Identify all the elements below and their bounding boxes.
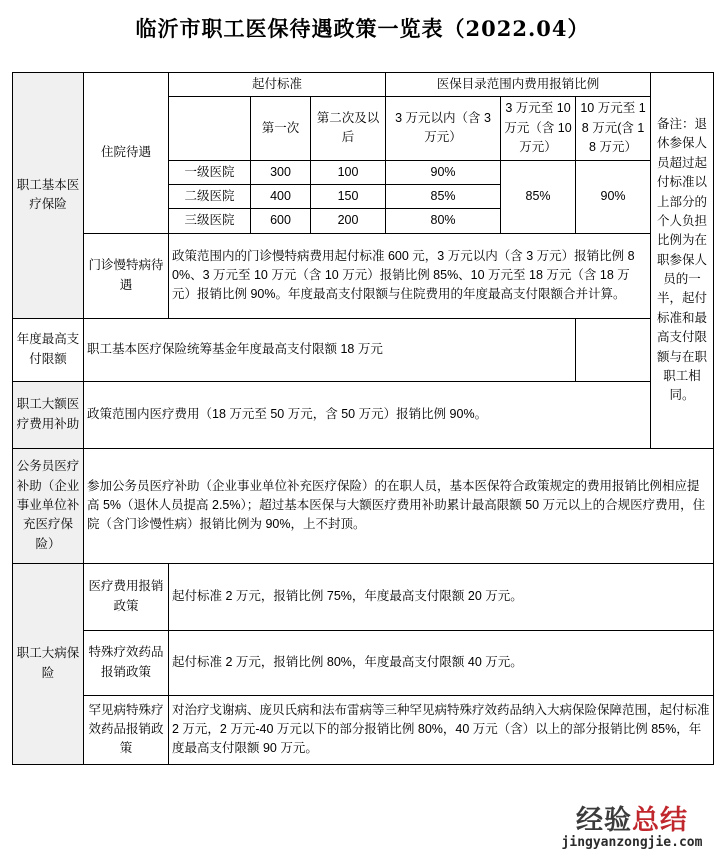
hospital-level-3: 三级医院 (169, 209, 251, 233)
header-reimburse-group: 医保目录范围内费用报销比例 (386, 73, 651, 97)
page-title: 临沂市职工医保待遇政策一览表（2022.04） (135, 16, 590, 41)
table-row (13, 563, 714, 630)
header-second-and-after: 第二次及以后 (311, 97, 386, 160)
table-row (13, 448, 714, 563)
hospital-2-second: 150 (311, 184, 386, 208)
subcategory-medical-fee-policy: 医疗费用报销政策 (84, 563, 169, 630)
table-row (13, 318, 714, 381)
text-rare-disease-policy: 对治疗戈谢病、庞贝氏病和法布雷病等三种罕见病特殊疗效药品纳入大病保险保障范围，起付标准 2 万元，2 万元-40 万元以下的部分报销比例 80%，40 万元（含）以上的部分报销比例 85%，年度最高支付限额 90 万元。 (169, 695, 714, 764)
subcategory-rare-disease-policy: 罕见病特殊疗效药品报销政策 (84, 695, 169, 764)
subcategory-special-drug-policy: 特殊疗效药品报销政策 (84, 630, 169, 695)
watermark-text-dark: 经验 (576, 805, 632, 836)
hospital-3-tier1: 80% (386, 209, 501, 233)
category-basic-insurance: 职工基本医疗保险 (13, 73, 84, 319)
merged-tier2-rate: 85% (501, 160, 576, 233)
policy-table (12, 72, 714, 765)
text-medical-fee-policy: 起付标准 2 万元，报销比例 75%，年度最高支付限额 20 万元。 (169, 563, 714, 630)
policy-table-container (12, 72, 713, 765)
hospital-1-tier1: 90% (386, 160, 501, 184)
hospital-3-second: 200 (311, 209, 386, 233)
table-row (13, 233, 714, 318)
category-serious-illness: 职工大病保险 (13, 563, 84, 764)
header-tier3: 10 万元至 18 万元(含 18 万元） (576, 97, 651, 160)
watermark-text-red: 总结 (632, 805, 688, 836)
remark-column: 备注：退休参保人员超过起付标准以上部分的个人负担比例为在职参保人员的一半，起付标准和最高支付限额与在职职工相同。 (651, 73, 714, 449)
category-civil-servant-subsidy: 公务员医疗补助（企业事业单位补充医疗保险） (13, 448, 84, 563)
header-blank-cell (169, 97, 251, 160)
text-special-drug-policy: 起付标准 2 万元，报销比例 80%，年度最高支付限额 40 万元。 (169, 630, 714, 695)
hospital-level-2: 二级医院 (169, 184, 251, 208)
watermark-logo-text (547, 807, 717, 834)
watermark-url: jingyanzongjie.com (561, 835, 703, 850)
hospital-2-first: 400 (251, 184, 311, 208)
hospital-3-first: 600 (251, 209, 311, 233)
text-large-amount: 政策范围内医疗费用（18 万元至 50 万元，含 50 万元）报销比例 90%。 (84, 381, 651, 448)
category-large-amount-subsidy: 职工大额医疗费用补助 (13, 381, 84, 448)
subcategory-outpatient-chronic: 门诊慢特病待遇 (84, 233, 169, 318)
hospital-2-tier1: 85% (386, 184, 501, 208)
header-tier2: 3 万元至 10 万元（含 10 万元） (501, 97, 576, 160)
merged-tier3-rate: 90% (576, 160, 651, 233)
table-row (13, 695, 714, 764)
table-row (13, 630, 714, 695)
subcategory-annual-cap: 年度最高支付限额 (13, 318, 84, 381)
text-civil-servant: 参加公务员医疗补助（企业事业单位补充医疗保险）的在职人员，基本医保符合政策规定的费用报销比例相应提高 5%（退休人员提高 2.5%）；超过基本医保与大额医疗费用补助累计最高限额 50 万元以上的合规医疗费用，住院（含门诊慢性病）报销比例为 90%，上不封顶。 (84, 448, 714, 563)
watermark (547, 807, 717, 850)
header-tier1: 3 万元以内（含 3 万元） (386, 97, 501, 160)
header-first-time: 第一次 (251, 97, 311, 160)
table-header-row-1 (13, 73, 714, 97)
subcategory-inpatient: 住院待遇 (84, 73, 169, 234)
hospital-level-1: 一级医院 (169, 160, 251, 184)
hospital-1-first: 300 (251, 160, 311, 184)
hospital-1-second: 100 (311, 160, 386, 184)
header-deductible-group: 起付标准 (169, 73, 386, 97)
text-annual-cap: 职工基本医疗保险统筹基金年度最高支付限额 18 万元 (84, 318, 576, 381)
table-row (13, 381, 714, 448)
text-outpatient-chronic: 政策范围内的门诊慢特病费用起付标准 600 元，3 万元以内（含 3 万元）报销比例 80%、3 万元至 10 万元（含 10 万元）报销比例 85%、10 万元至 18 万元（含 18 万元）报销比例 90%。年度最高支付限额与住院费用的年度最高支付限额合并计算。 (169, 233, 651, 318)
